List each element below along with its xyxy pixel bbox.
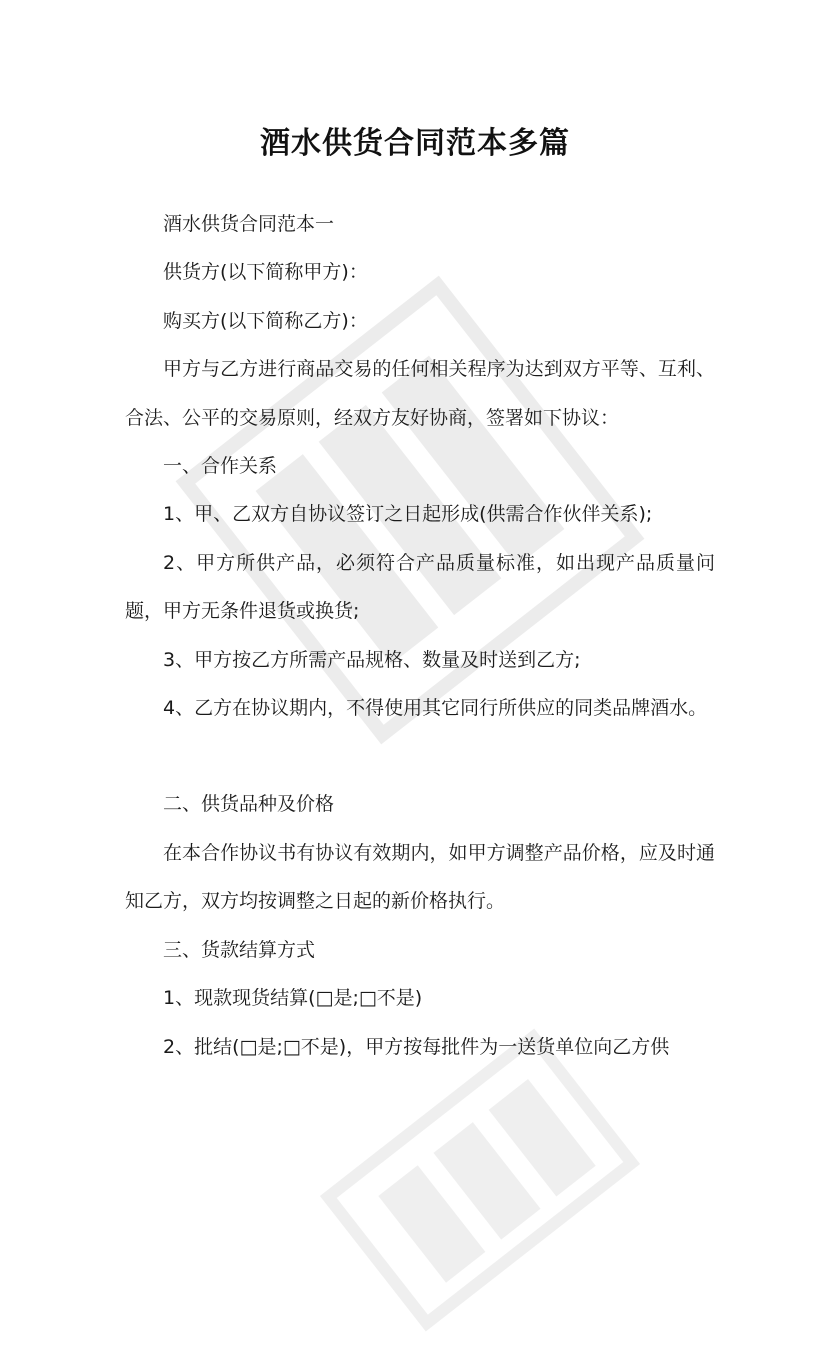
section-heading-products-prices: 二、供货品种及价格	[163, 793, 335, 816]
document-title: 酒水供货合同范本多篇	[260, 126, 570, 161]
paragraph-buyer: 购买方(以下简称乙方)：	[163, 309, 368, 332]
document-body	[125, 200, 715, 1071]
clause-1-4: 4、乙方在协议期内，不得使用其它同行所供应的同类品牌酒水。	[163, 697, 708, 720]
clause-1-2: 2、甲方所供产品，必须符合产品质量标准，如出现产品质量问题，甲方无条件退货或换货;	[125, 551, 715, 623]
clause-3-1: 1、现款现货结算(□是;□不是)	[163, 987, 423, 1010]
clause-1-1: 1、甲、乙双方自协议签订之日起形成(供需合作伙伴关系);	[163, 503, 653, 526]
clause-1-3: 3、甲方按乙方所需产品规格、数量及时送到乙方;	[163, 648, 581, 671]
section-heading-cooperation: 一、合作关系	[163, 455, 278, 478]
paragraph-preamble: 甲方与乙方进行商品交易的任何相关程序为达到双方平等、互利、合法、公平的交易原则，经双方友好协商，签署如下协议：	[125, 358, 715, 429]
section-heading-settlement: 三、货款结算方式	[163, 938, 316, 961]
clause-2-text: 在本合作协议书有协议有效期内，如甲方调整产品价格，应及时通知乙方，双方均按调整之日起的新价格执行。	[125, 841, 715, 913]
paragraph-supplier: 供货方(以下简称甲方)：	[163, 261, 368, 284]
clause-3-2: 2、批结(□是;□不是)，甲方按每批件为一送货单位向乙方供	[163, 1035, 670, 1058]
paragraph-spacer	[125, 732, 715, 780]
paragraph-contract-one: 酒水供货合同范本一	[163, 213, 335, 235]
